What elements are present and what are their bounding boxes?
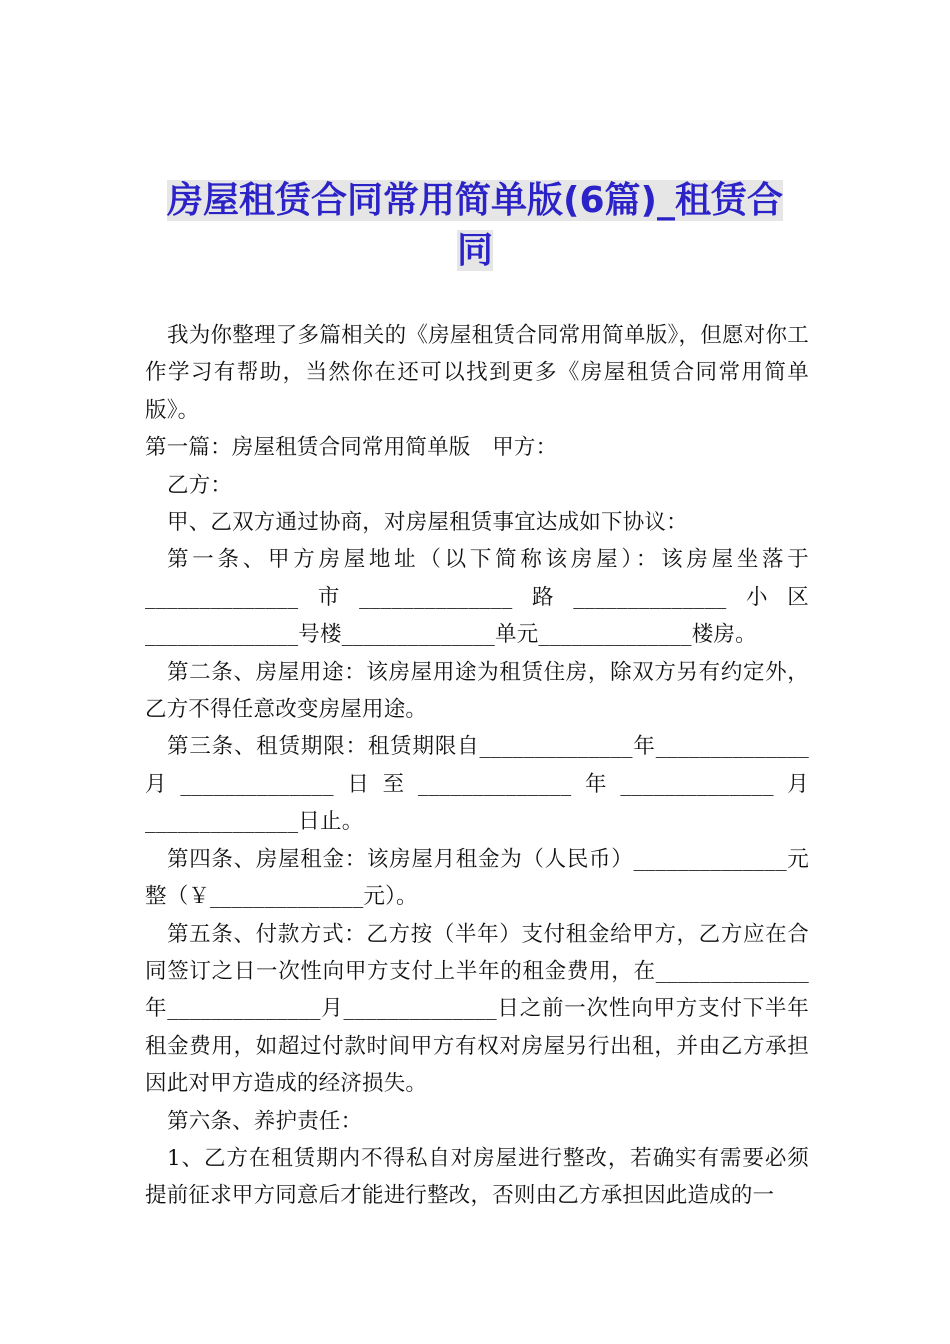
document-title bbox=[140, 176, 810, 276]
agreement-intro: 甲、乙双方通过协商，对房屋租赁事宜达成如下协议： bbox=[167, 510, 688, 536]
clause-6: 第六条、养护责任： bbox=[167, 1108, 363, 1134]
party-b-line: 乙方： bbox=[167, 472, 233, 498]
clause-6-item-1: 1、乙方在租赁期内不得私自对房屋进行整改，若确实有需要必须提前征求甲方同意后才能进行整改，否则由乙方承担因此造成的一 bbox=[145, 1145, 809, 1209]
document-title-line2: 同 bbox=[456, 230, 493, 271]
clause-4: 第四条、房屋租金：该房屋月租金为（人民币）______________元整（￥______________元）。 bbox=[145, 846, 809, 910]
clause-5: 第五条、付款方式：乙方按（半年）支付租金给甲方，乙方应在合同签订之日一次性向甲方支付上半年的租金费用，在______________年______________月______________日之前一次性向甲方支付下半年租金费用，如超过付款时间甲方有权对房屋另行出租，并由乙方承担因此对甲方造成的经济损失。 bbox=[145, 921, 809, 1097]
clause-2: 第二条、房屋用途：该房屋用途为租赁住房，除双方另有约定外，乙方不得任意改变房屋用途。 bbox=[145, 659, 809, 723]
clause-1: 第一条、甲方房屋地址（以下简称该房屋）：该房屋坐落于______________市______________路______________小区______________号楼______________单元______________楼房。 bbox=[145, 547, 809, 648]
document-body bbox=[145, 317, 809, 1215]
clause-3: 第三条、租赁期限：租赁期限自______________年______________月______________日至______________年______________月______________日止。 bbox=[145, 734, 809, 835]
document-title-line1: 房屋租赁合同常用简单版(6篇)_租赁合 bbox=[167, 180, 783, 221]
section-heading-1: 第一篇：房屋租赁合同常用简单版 甲方： bbox=[145, 435, 558, 461]
intro-paragraph: 我为你整理了多篇相关的《房屋租赁合同常用简单版》，但愿对你工作学习有帮助，当然你在还可以找到更多《房屋租赁合同常用简单版》。 bbox=[145, 323, 809, 423]
